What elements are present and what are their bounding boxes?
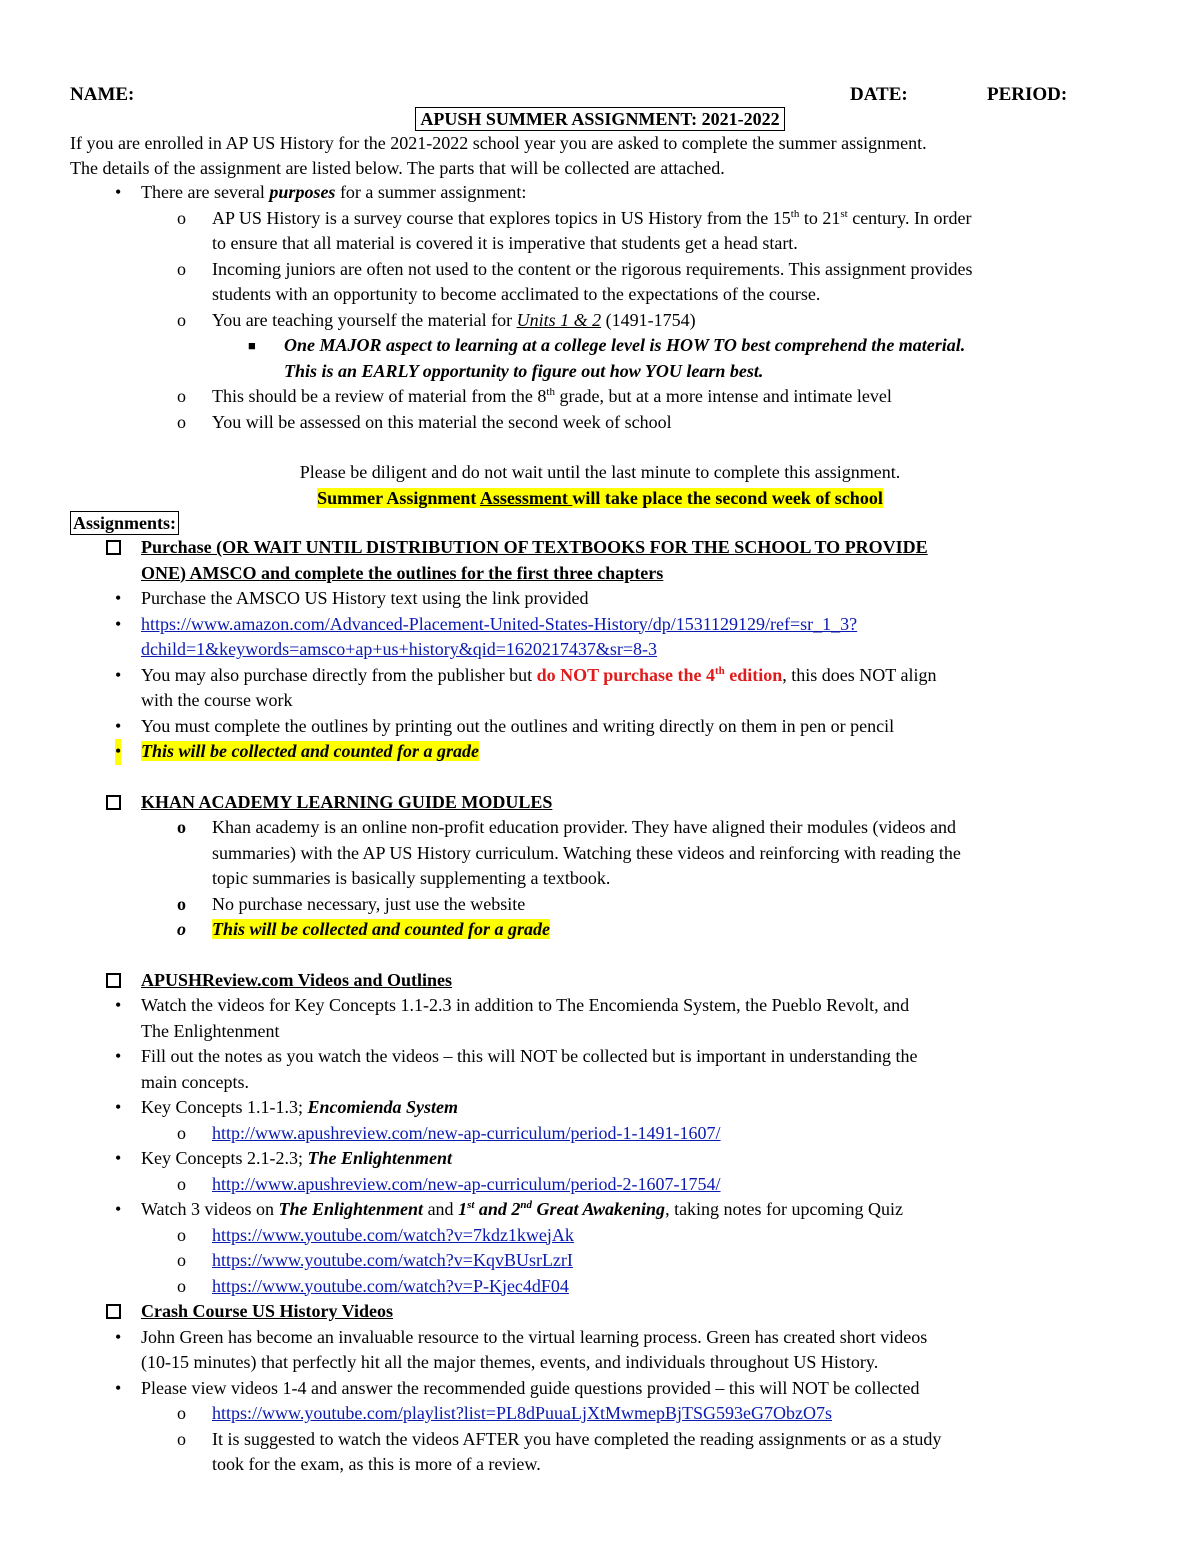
list-item: • Watch the videos for Key Concepts 1.1-2.3 in addition to The Encomienda System, the Pueblo Revolt, and The Enlightenment — [70, 993, 1130, 1044]
list-item: • This will be collected and counted for a grade — [70, 739, 1130, 765]
khan-list — [70, 815, 1130, 943]
purposes-list — [70, 180, 1130, 435]
list-item: • Watch 3 videos on The Enlightenment and 1st and 2nd Great Awakening, taking notes for upcoming Quiz — [70, 1197, 1130, 1223]
header-fields — [70, 68, 1130, 106]
list-item — [70, 1401, 1130, 1427]
crash-course-playlist-link[interactable]: https://www.youtube.com/playlist?list=PL8dPuuaLjXtMwmepBjTSG593eG7ObzO7s — [212, 1403, 832, 1423]
diligent-note: Please be diligent and do not wait until the last minute to complete this assignment. — [299, 462, 901, 482]
intro-line-2: The details of the assignment are listed below. The parts that will be collected are attached. — [70, 157, 725, 178]
list-item — [70, 612, 1130, 663]
date-label: DATE: — [850, 84, 908, 105]
checkbox-icon[interactable] — [106, 973, 121, 988]
apushreview-heading: APUSHReview.com Videos and Outlines — [70, 968, 1130, 994]
list-item: • Please view videos 1-4 and answer the recommended guide questions provided – this will NOT be collected — [70, 1376, 1130, 1402]
list-item: o This should be a review of material from the 8th grade, but at a more intense and intimate level — [70, 384, 1130, 410]
khan-heading: KHAN ACADEMY LEARNING GUIDE MODULES — [70, 790, 1130, 816]
checkbox-icon[interactable] — [106, 795, 121, 810]
checkbox-icon[interactable] — [106, 540, 121, 555]
list-item: • Key Concepts 2.1-2.3; The Enlightenment — [70, 1146, 1130, 1172]
period-label: PERIOD: — [987, 84, 1068, 105]
assessment-note: Summer Assignment Assessment will take place the second week of school — [317, 487, 883, 508]
list-item — [70, 1274, 1130, 1300]
list-item: • You must complete the outlines by printing out the outlines and writing directly on them in pen or pencil — [70, 714, 1130, 740]
list-item: • There are several purposes for a summer assignment: — [70, 180, 1130, 206]
list-item: o This will be collected and counted for a grade — [70, 917, 1130, 943]
amsco-list — [70, 586, 1130, 765]
crash-course-list — [70, 1325, 1130, 1478]
list-item: o You are teaching yourself the material for Units 1 & 2 (1491-1754) — [70, 308, 1130, 334]
list-item — [70, 1121, 1130, 1147]
list-item — [70, 1248, 1130, 1274]
intro-line-1: If you are enrolled in AP US History for the 2021-2022 school year you are asked to complete the summer assignment. — [70, 133, 927, 153]
amsco-heading: Purchase (OR WAIT UNTIL DISTRIBUTION OF TEXTBOOKS FOR THE SCHOOL TO PROVIDE ONE) AMSCO and complete the outlines for the first three chapters — [70, 535, 1130, 586]
amazon-link[interactable]: https://www.amazon.com/Advanced-Placement-United-States-History/dp/1531129129/ref=sr_1_3? dchild=1&keywords=amsco+ap+us+history&qid=1620217437&sr=8-3 — [141, 613, 858, 659]
list-item: • John Green has become an invaluable resource to the virtual learning process. Green has created short videos (10-15 minutes) that perfectly hit all the major themes, events, and individuals throughout US History. — [70, 1325, 1130, 1376]
list-item: • Purchase the AMSCO US History text using the link provided — [70, 586, 1130, 612]
list-item — [70, 1223, 1130, 1249]
period-2-link[interactable]: http://www.apushreview.com/new-ap-curriculum/period-2-1607-1754/ — [212, 1173, 721, 1194]
crash-course-heading: Crash Course US History Videos — [70, 1299, 1130, 1325]
name-label: NAME: — [70, 84, 135, 105]
list-item: • Fill out the notes as you watch the videos – this will NOT be collected but is important in understanding the main concepts. — [70, 1044, 1130, 1095]
list-item: o You will be assessed on this material the second week of school — [70, 410, 1130, 436]
list-item: o Incoming juniors are often not used to the content or the rigorous requirements. This assignment provides students with an opportunity to become acclimated to the expectations of the course. — [70, 257, 1130, 308]
youtube-link-2[interactable]: https://www.youtube.com/watch?v=KqvBUsrLzrI — [212, 1250, 573, 1270]
list-item: • You may also purchase directly from the publisher but do NOT purchase the 4th edition, this does NOT align with the course work — [70, 663, 1130, 714]
assignments-label: Assignments: — [70, 511, 179, 535]
list-item: o Khan academy is an online non-profit education provider. They have aligned their modules (videos and summaries) with the AP US History curriculum. Watching these videos and reinforcing with reading the topic summaries is basically supplementing a textbook. — [70, 815, 1130, 892]
youtube-link-3[interactable]: https://www.youtube.com/watch?v=P-Kjec4dF04 — [212, 1275, 569, 1296]
page-title: APUSH SUMMER ASSIGNMENT: 2021-2022 — [415, 107, 784, 131]
list-item: o It is suggested to watch the videos AFTER you have completed the reading assignments or as a study took for the exam, as this is more of a review. — [70, 1427, 1130, 1478]
list-item: o AP US History is a survey course that explores topics in US History from the 15th to 21st century. In order to ensure that all material is covered it is imperative that students get a head start. — [70, 206, 1130, 257]
period-1-link[interactable]: http://www.apushreview.com/new-ap-curriculum/period-1-1491-1607/ — [212, 1122, 721, 1143]
checkbox-icon[interactable] — [106, 1304, 121, 1319]
list-item: ■ One MAJOR aspect to learning at a college level is HOW TO best comprehend the material. This is an EARLY opportunity to figure out how YOU learn best. — [248, 335, 966, 381]
youtube-link-1[interactable]: https://www.youtube.com/watch?v=7kdz1kwejAk — [212, 1224, 574, 1245]
list-item — [70, 1172, 1130, 1198]
apushreview-list — [70, 993, 1130, 1299]
list-item: o No purchase necessary, just use the website — [70, 892, 1130, 918]
list-item: • Key Concepts 1.1-1.3; Encomienda System — [70, 1095, 1130, 1121]
